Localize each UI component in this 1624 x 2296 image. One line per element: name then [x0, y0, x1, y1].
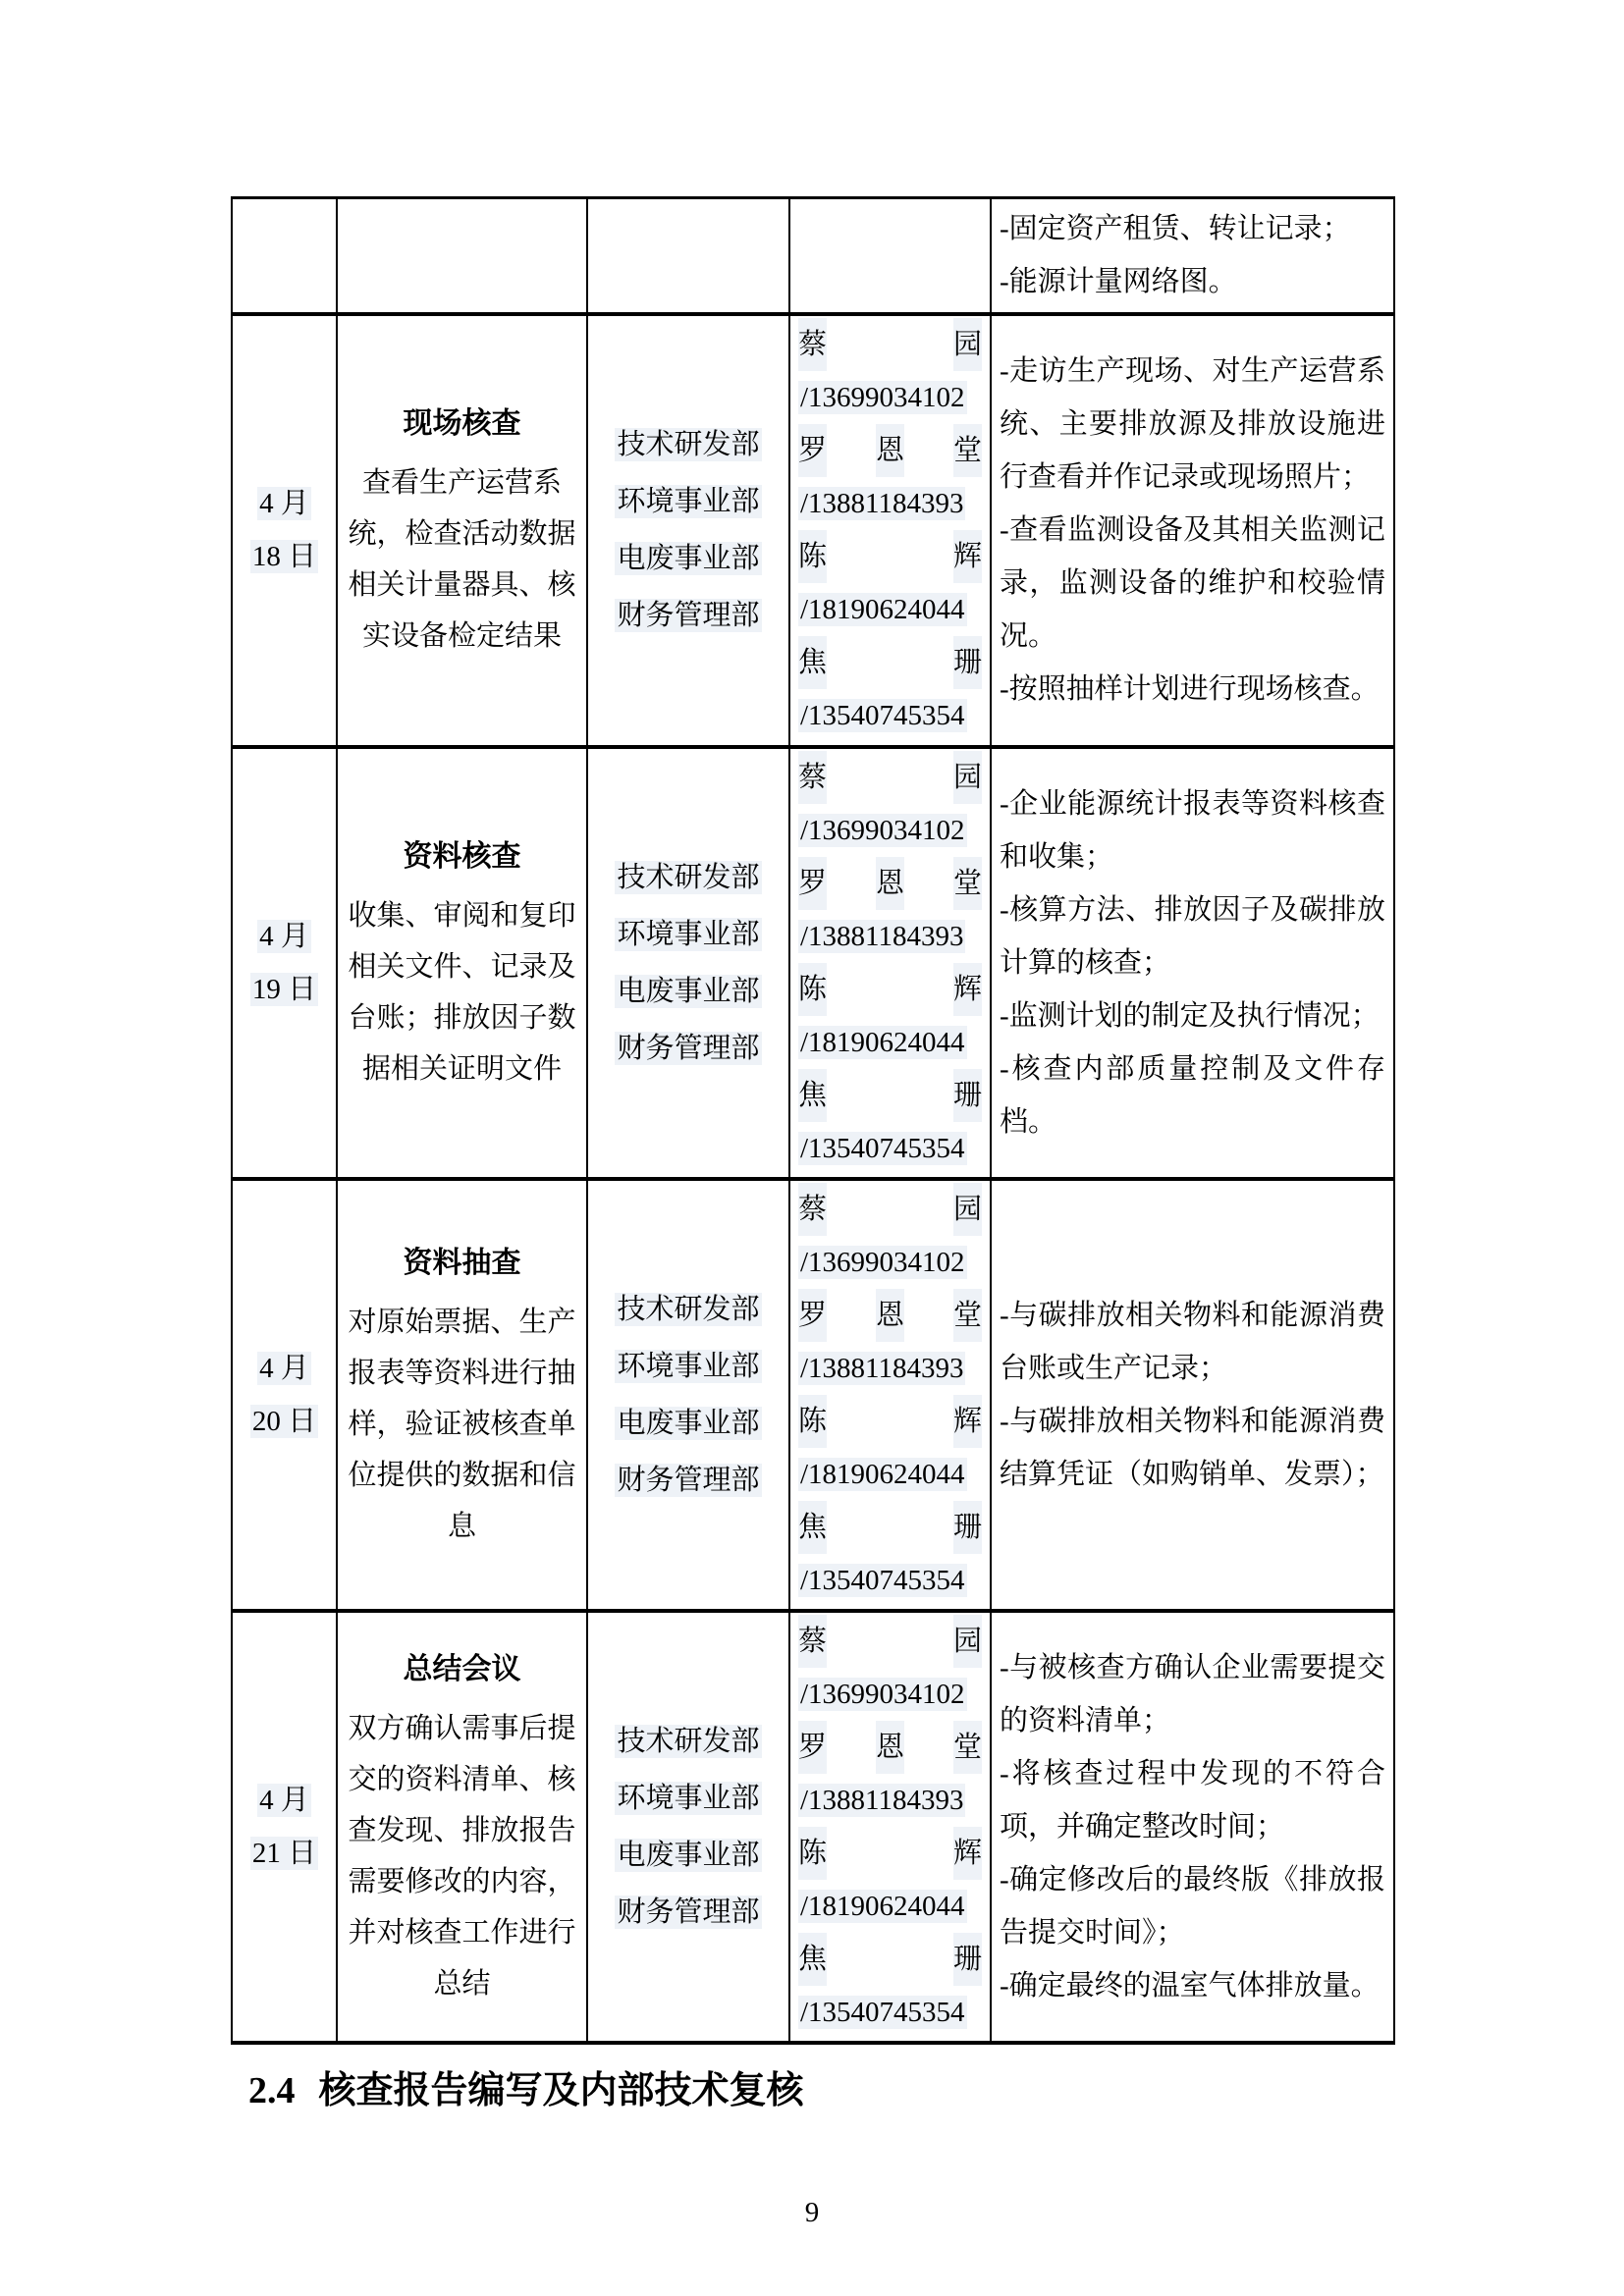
person-phone: /18190624044: [800, 1890, 965, 1922]
task-item: -将核查过程中发现的不符合项，并确定整改时间；: [1000, 1757, 1385, 1842]
tasks-cell: [991, 314, 1394, 747]
department: 技术研发部: [617, 861, 760, 893]
person-name: 焦 珊: [798, 1069, 982, 1122]
date-cell: [232, 1611, 337, 2043]
activity-cell-empty: [337, 198, 587, 314]
section-heading: [248, 2059, 804, 2113]
task-item: -核查内部质量控制及文件存档。: [1000, 1052, 1385, 1138]
activity-description: 查看生产运营系统，检查活动数据相关计量器具、核实设备检定结果: [348, 467, 576, 652]
person-phone: /13699034102: [800, 1246, 965, 1278]
person-name: 罗 恩 堂: [798, 424, 982, 477]
tasks-cell: [991, 1611, 1394, 2043]
department: 电废事业部: [617, 1407, 760, 1439]
department: 电废事业部: [617, 543, 760, 574]
person-name: 陈 辉: [798, 530, 982, 583]
department: 财务管理部: [617, 1896, 760, 1928]
person-phone: /18190624044: [800, 1458, 965, 1490]
task-item: -企业能源统计报表等资料核查和收集；: [1000, 787, 1385, 873]
person-phone: /13881184393: [800, 1784, 964, 1816]
personnel-cell: [789, 1179, 991, 1611]
activity-title: 资料抽查: [403, 1246, 521, 1279]
departments-cell: [587, 1611, 789, 2043]
person-phone: /13540745354: [800, 700, 965, 731]
person-phone: /13881184393: [800, 920, 964, 952]
person-phone: /13699034102: [800, 1678, 965, 1710]
table-row-continued: [232, 198, 1394, 314]
department: 技术研发部: [617, 429, 760, 460]
date-month: 4 月: [259, 488, 309, 519]
table-row-apr-21: [232, 1611, 1394, 2043]
activity-cell: [337, 314, 587, 747]
date-month: 4 月: [259, 1352, 309, 1384]
person-phone: /13881184393: [800, 1352, 964, 1384]
tasks-cell: [991, 747, 1394, 1179]
person-name: 罗 恩 堂: [798, 857, 982, 910]
department: 技术研发部: [617, 1725, 760, 1757]
department: 技术研发部: [617, 1293, 760, 1325]
personnel-cell: [789, 314, 991, 747]
activity-title: 总结会议: [403, 1652, 521, 1685]
department: 环境事业部: [617, 486, 760, 517]
person-phone: /13881184393: [800, 488, 964, 519]
table-row-apr-19: [232, 747, 1394, 1179]
task-item: -与碳排放相关物料和能源消费台账或生产记录；: [1000, 1299, 1385, 1384]
person-name: 焦 珊: [798, 636, 982, 689]
date-cell: [232, 314, 337, 747]
verification-schedule-table: [231, 196, 1395, 2045]
person-name: 罗 恩 堂: [798, 1289, 982, 1342]
activity-title: 现场核查: [403, 407, 521, 440]
task-item: -与被核查方确认企业需要提交的资料清单；: [1000, 1651, 1385, 1736]
person-name: 蔡 园: [798, 318, 982, 371]
person-name: 蔡 园: [798, 1183, 982, 1236]
task-item: -监测计划的制定及执行情况；: [1000, 999, 1380, 1032]
tasks-cell: [991, 198, 1394, 314]
date-day: 21 日: [251, 1837, 317, 1869]
department: 环境事业部: [617, 918, 760, 950]
task-item: -查看监测设备及其相关监测记录，监测设备的维护和校验情况。: [1000, 514, 1385, 652]
date-month: 4 月: [259, 1784, 309, 1816]
person-phone: /13540745354: [800, 1564, 965, 1596]
department: 环境事业部: [617, 1782, 760, 1814]
person-phone: /13699034102: [800, 382, 965, 413]
person-name: 蔡 园: [798, 751, 982, 804]
personnel-cell-empty: [789, 198, 991, 314]
activity-description: 收集、审阅和复印相关文件、记录及台账；排放因子数据相关证明文件: [348, 899, 576, 1085]
person-name: 蔡 园: [798, 1615, 982, 1668]
task-item: -固定资产租赁、转让记录；: [1000, 213, 1351, 245]
date-day: 20 日: [251, 1405, 317, 1437]
section-title: 核查报告编写及内部技术复核: [318, 2070, 804, 2111]
activity-cell: [337, 1611, 587, 2043]
activity-description: 对原始票据、生产报表等资料进行抽样，验证被核查单位提供的数据和信息: [348, 1306, 576, 1542]
activity-description: 双方确认需事后提交的资料清单、核查发现、排放报告需要修改的内容，并对核查工作进行总结: [348, 1712, 576, 2000]
department: 电废事业部: [617, 975, 760, 1007]
department: 电废事业部: [617, 1839, 760, 1871]
task-item: -按照抽样计划进行现场核查。: [1000, 673, 1380, 705]
personnel-cell: [789, 1611, 991, 2043]
person-name: 焦 珊: [798, 1501, 982, 1554]
table-row-apr-18: [232, 314, 1394, 747]
task-item: -确定最终的温室气体排放量。: [1000, 1969, 1380, 2002]
table-row-apr-20: [232, 1179, 1394, 1611]
department: 环境事业部: [617, 1350, 760, 1382]
date-month: 4 月: [259, 920, 309, 952]
task-item: -能源计量网络图。: [1000, 266, 1237, 298]
department: 财务管理部: [617, 600, 760, 631]
departments-cell: [587, 1179, 789, 1611]
person-phone: /18190624044: [800, 594, 965, 625]
task-item: -与碳排放相关物料和能源消费结算凭证（如购销单、发票）；: [1000, 1405, 1385, 1490]
section-number: 2.4: [248, 2070, 296, 2111]
departments-cell: [587, 314, 789, 747]
date-day: 18 日: [251, 541, 317, 572]
personnel-cell: [789, 747, 991, 1179]
person-name: 罗 恩 堂: [798, 1721, 982, 1774]
date-cell: [232, 1179, 337, 1611]
department: 财务管理部: [617, 1032, 760, 1064]
task-item: -确定修改后的最终版《排放报告提交时间》；: [1000, 1863, 1385, 1949]
task-item: -走访生产现场、对生产运营系统、主要排放源及排放设施进行查看并作记录或现场照片；: [1000, 355, 1385, 493]
activity-title: 资料核查: [403, 839, 521, 873]
activity-cell: [337, 747, 587, 1179]
person-phone: /13540745354: [800, 1132, 965, 1164]
person-name: 陈 辉: [798, 1395, 982, 1448]
departments-cell: [587, 747, 789, 1179]
department: 财务管理部: [617, 1464, 760, 1496]
tasks-cell: [991, 1179, 1394, 1611]
departments-cell-empty: [587, 198, 789, 314]
person-phone: /13699034102: [800, 814, 965, 846]
person-name: 焦 珊: [798, 1933, 982, 1986]
person-name: 陈 辉: [798, 1827, 982, 1880]
date-cell-empty: [232, 198, 337, 314]
person-phone: /18190624044: [800, 1026, 965, 1058]
task-item: -核算方法、排放因子及碳排放计算的核查；: [1000, 893, 1385, 979]
date-cell: [232, 747, 337, 1179]
date-day: 19 日: [251, 973, 317, 1005]
page-number: 9: [804, 2197, 820, 2228]
person-name: 陈 辉: [798, 963, 982, 1016]
person-phone: /13540745354: [800, 1996, 965, 2028]
activity-cell: [337, 1179, 587, 1611]
